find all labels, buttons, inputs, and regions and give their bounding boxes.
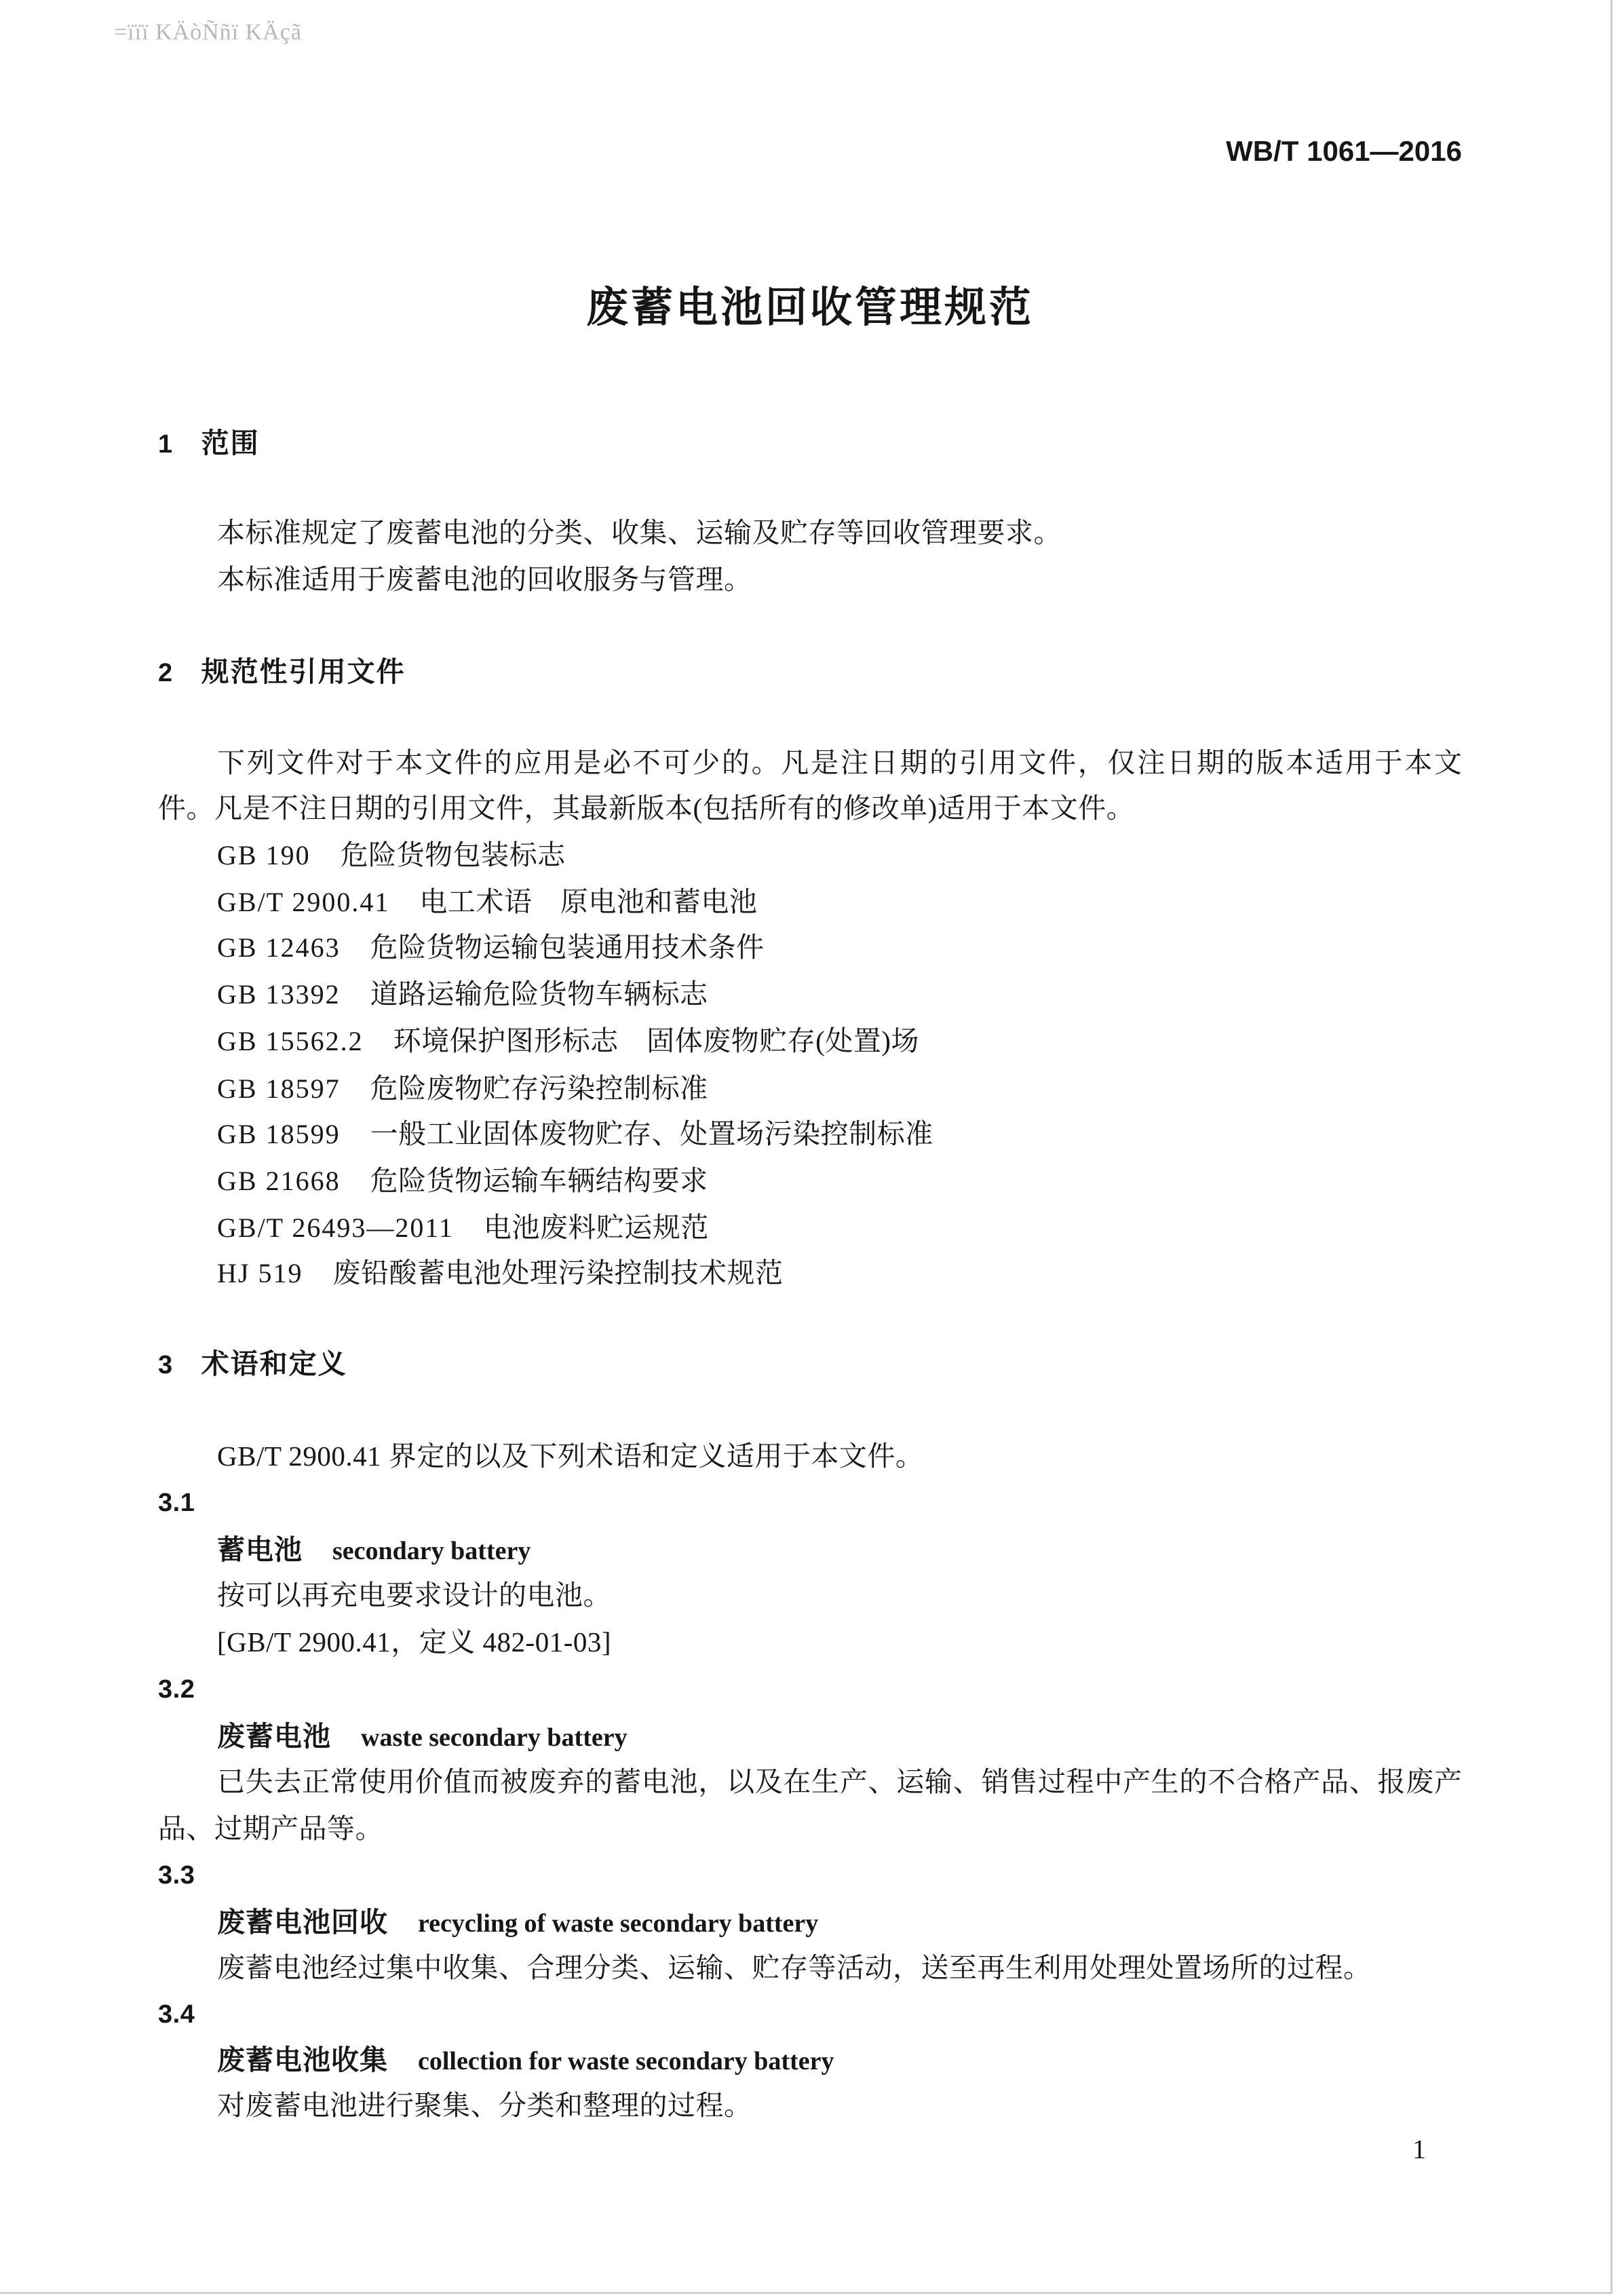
term-number: 3.4 [158, 2000, 195, 2029]
references-intro-line: 件。凡是不注日期的引用文件，其最新版本(包括所有的修改单)适用于本文件。 [158, 792, 1135, 824]
section-title: 范围 [201, 427, 260, 459]
scope-paragraph: 本标准规定了废蓄电池的分类、收集、运输及贮存等回收管理要求。 [217, 517, 1062, 548]
reference-item [217, 1065, 708, 1111]
section-heading-2 [158, 649, 406, 695]
reference-code: GB 13392 [217, 979, 341, 1010]
standard-code-header: WB/T 1061—2016 [1226, 135, 1462, 167]
term-chinese: 废蓄电池回收 [217, 1907, 388, 1938]
reference-item [217, 879, 757, 925]
reference-title: 电池废料贮运规范 [483, 1212, 709, 1243]
section-number: 2 [158, 659, 173, 687]
term-chinese: 蓄电池 [217, 1534, 303, 1565]
reference-code: GB 18597 [217, 1073, 341, 1104]
section-heading-3 [158, 1341, 347, 1387]
reference-item [217, 1157, 708, 1204]
term-number: 3.3 [158, 1861, 195, 1890]
term-number: 3.2 [158, 1675, 195, 1704]
section-heading-1 [158, 420, 260, 466]
term-english: recycling of waste secondary battery [418, 1909, 819, 1938]
term-definition: 对废蓄电池进行聚集、分类和整理的过程。 [217, 2090, 752, 2121]
reference-title: 废铅酸蓄电池处理污染控制技术规范 [332, 1257, 784, 1288]
reference-title: 道路运输危险货物车辆标志 [370, 978, 708, 1010]
term-entry [217, 2037, 834, 2083]
term-english: secondary battery [332, 1537, 531, 1565]
term-chinese: 废蓄电池收集 [217, 2044, 388, 2075]
terms-intro: GB/T 2900.41 界定的以及下列术语和定义适用于本文件。 [217, 1440, 924, 1472]
term-definition: 品、过期产品等。 [158, 1813, 383, 1844]
term-chinese: 废蓄电池 [217, 1721, 331, 1752]
scan-watermark: =ïïï KÄòÑñï KÄçã [114, 20, 302, 45]
reference-item [217, 924, 765, 970]
reference-code: GB/T 26493—2011 [217, 1212, 454, 1243]
reference-title: 危险货物运输包装通用技术条件 [370, 932, 765, 963]
reference-code: GB/T 2900.41 [217, 887, 390, 917]
term-entry [217, 1713, 628, 1759]
reference-item [217, 1250, 783, 1296]
page-number: 1 [1412, 2134, 1427, 2164]
term-number: 3.1 [158, 1489, 195, 1517]
document-title: 废蓄电池回收管理规范 [585, 284, 1034, 331]
term-definition: 按可以再充电要求设计的电池。 [217, 1580, 611, 1611]
section-number: 3 [158, 1351, 173, 1379]
term-source: [GB/T 2900.41，定义 482-01-03] [217, 1626, 612, 1658]
references-intro-line: 下列文件对于本文件的应用是必不可少的。凡是注日期的引用文件，仅注日期的版本适用于本文 [217, 747, 1462, 778]
term-entry [217, 1527, 531, 1573]
reference-title: 危险废物贮存污染控制标准 [370, 1073, 708, 1104]
reference-title: 电工术语 原电池和蓄电池 [419, 886, 758, 917]
reference-item [217, 1204, 709, 1250]
term-entry [217, 1899, 818, 1945]
term-definition: 已失去正常使用价值而被废弃的蓄电池，以及在生产、运输、销售过程中产生的不合格产品、报废产 [217, 1766, 1462, 1797]
term-definition: 废蓄电池经过集中收集、合理分类、运输、贮存等活动，送至再生利用处理处置场所的过程。 [217, 1952, 1372, 1983]
reference-title: 危险货物运输车辆结构要求 [370, 1165, 708, 1196]
reference-code: HJ 519 [217, 1258, 303, 1288]
reference-title: 一般工业固体废物贮存、处置场污染控制标准 [370, 1118, 933, 1149]
reference-item [217, 1111, 933, 1157]
reference-code: GB 12463 [217, 932, 341, 963]
reference-title: 危险货物包装标志 [340, 839, 566, 870]
term-english: collection for waste secondary battery [418, 2047, 834, 2075]
reference-title: 环境保护图形标志 固体废物贮存(处置)场 [393, 1025, 919, 1056]
term-english: waste secondary battery [361, 1723, 628, 1752]
reference-item [217, 832, 566, 878]
section-title: 规范性引用文件 [201, 656, 406, 687]
reference-code: GB 190 [217, 840, 311, 870]
section-number: 1 [158, 430, 173, 459]
reference-item [217, 1018, 919, 1064]
reference-code: GB 18599 [217, 1119, 341, 1149]
reference-item [217, 971, 708, 1017]
scope-paragraph: 本标准适用于废蓄电池的回收服务与管理。 [217, 564, 752, 595]
reference-code: GB 21668 [217, 1166, 341, 1196]
reference-code: GB 15562.2 [217, 1026, 364, 1056]
section-title: 术语和定义 [201, 1348, 347, 1379]
